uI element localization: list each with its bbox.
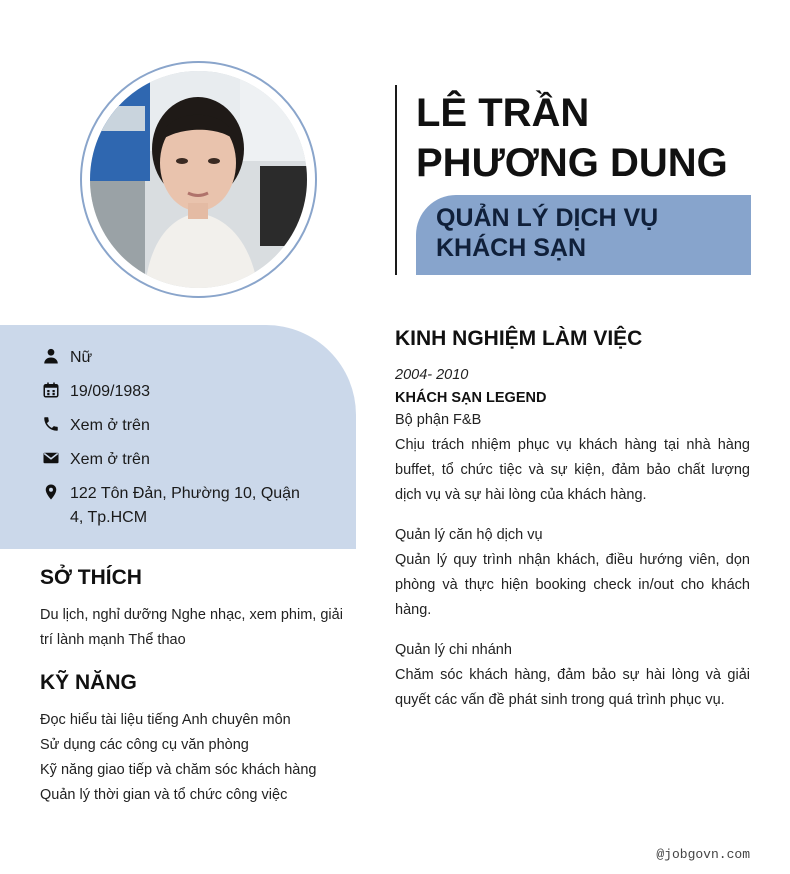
- experience-company: KHÁCH SẠN LEGEND: [395, 390, 547, 406]
- avatar: [90, 71, 307, 288]
- avatar-frame: [80, 61, 317, 298]
- skill-item: Sử dụng các công cụ văn phòng: [40, 737, 249, 753]
- hobbies-text: Du lịch, nghỉ dưỡng Nghe nhạc, xem phim, giải trí lành mạnh Thể thao: [40, 607, 343, 648]
- person-icon: [42, 347, 62, 367]
- address-text: 122 Tôn Đản, Phường 10, Quận 4, Tp.HCM: [70, 485, 300, 526]
- location-pin-icon: [42, 483, 62, 503]
- job-title-badge: QUẢN LÝ DỊCH VỤ KHÁCH SẠN: [416, 195, 751, 275]
- experience-role: Quản lý chi nhánh: [395, 642, 512, 658]
- hobbies-title: SỞ THÍCH: [40, 566, 142, 589]
- skill-item: Kỹ năng giao tiếp và chăm sóc khách hàng: [40, 762, 317, 778]
- experience-description: Chịu trách nhiệm phục vụ khách hàng tại nhà hàng buffet, tổ chức tiệc và sự kiện, đảm bảo chất lượng dịch vụ và sự hài lòng của khách hàng.: [395, 437, 750, 503]
- experience-title: KINH NGHIỆM LÀM VIỆC: [395, 327, 643, 350]
- experience-role: Bộ phận F&B: [395, 412, 482, 428]
- name-block: [395, 85, 755, 275]
- experience-description: Chăm sóc khách hàng, đảm bảo sự hài lòng và giải quyết các vấn đề phát sinh trong quá trình phục vụ.: [395, 667, 750, 708]
- watermark: @jobgovn.com: [656, 847, 750, 862]
- experience-role: Quản lý căn hộ dịch vụ: [395, 527, 543, 543]
- experience-description: Quản lý quy trình nhận khách, điều hướng viên, dọn phòng và thực hiện booking check in/out cho khách hàng.: [395, 552, 750, 618]
- birthday-text: 19/09/1983: [70, 383, 151, 400]
- experience-period: 2004- 2010: [395, 367, 469, 383]
- experience-section: [395, 363, 750, 713]
- phone-icon: [42, 415, 62, 435]
- candidate-name: LÊ TRẦN PHƯƠNG DUNG: [416, 91, 728, 185]
- contact-birthday: [42, 380, 150, 404]
- contact-phone: [42, 414, 150, 438]
- gender-text: Nữ: [70, 349, 93, 366]
- calendar-icon: [42, 381, 62, 401]
- phone-text: Xem ở trên: [70, 417, 150, 434]
- contact-gender: [42, 346, 92, 370]
- contact-panel: [0, 325, 356, 549]
- contact-email: [42, 448, 150, 472]
- mail-icon: [42, 449, 62, 469]
- email-text: Xem ở trên: [70, 451, 150, 468]
- skill-item: Đọc hiểu tài liệu tiếng Anh chuyên môn: [40, 712, 291, 728]
- skill-item: Quản lý thời gian và tổ chức công việc: [40, 787, 288, 803]
- contact-address: [42, 482, 312, 530]
- skills-title: KỸ NĂNG: [40, 671, 137, 694]
- avatar-photo: [90, 71, 307, 288]
- skills-list: [40, 708, 355, 808]
